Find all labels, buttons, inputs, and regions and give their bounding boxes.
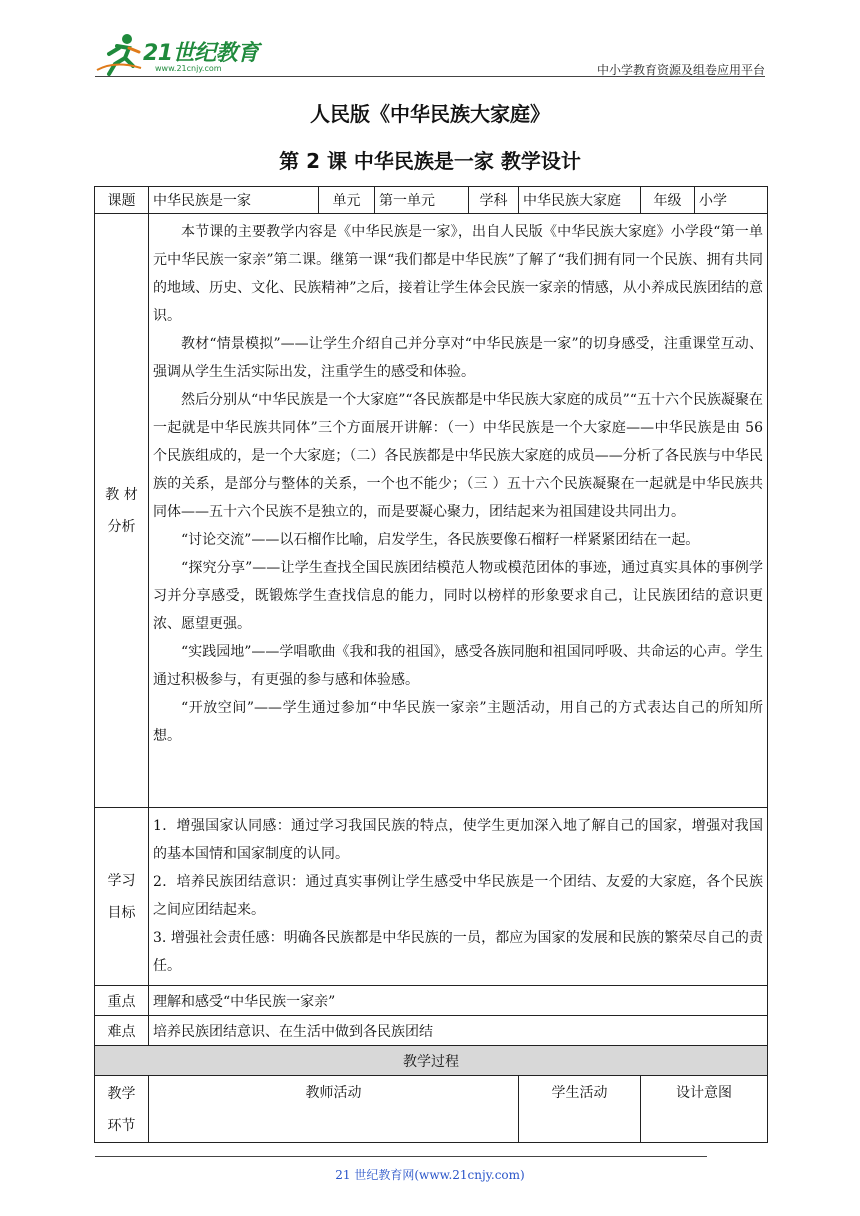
logo xyxy=(95,30,265,76)
analysis-paragraph: “开放空间”——学生通过参加“中华民族一家亲”主题活动，用自己的方式表达自己的所知所想。 xyxy=(153,700,763,744)
unit-label: 单元 xyxy=(319,187,375,214)
analysis-paragraph: 本节课的主要教学内容是《中华民族是一家》，出自人民版《中华民族大家庭》小学段“第一单元中华民族一家亲”第二课。继第一课“我们都是中华民族”了解了“我们拥有同一个民族、拥有共同的地域、历史、文化、民族精神”之后，接着让学生体会民族一家亲的情感，从小养成民族团结的意识。 xyxy=(153,224,763,324)
goal-item: 1．增强国家认同感：通过学习我国民族的特点，使学生更加深入地了解自己的国家，增强对我国的基本国情和国家制度的认同。 xyxy=(153,818,763,862)
material-analysis-label xyxy=(95,214,149,808)
learning-goals-row xyxy=(95,808,768,986)
lesson-title: 第 2 课 中华民族是一家 教学设计 xyxy=(279,149,581,173)
grade-value: 小学 xyxy=(695,187,768,214)
page-header xyxy=(95,30,765,78)
logo-text: 21世纪教育 xyxy=(143,41,259,66)
info-row xyxy=(95,187,768,214)
teacher-activity-header: 教师活动 xyxy=(149,1076,519,1143)
header-divider xyxy=(95,76,765,77)
learning-goals-label xyxy=(95,808,149,986)
learning-goals-content xyxy=(149,808,768,986)
analysis-paragraph: “讨论交流”——以石榴作比喻，启发学生，各民族要像石榴籽一样紧紧团结在一起。 xyxy=(181,532,700,548)
material-analysis-content xyxy=(149,214,768,808)
process-stage-label-1: 教学 xyxy=(107,1086,136,1102)
lesson-plan-table xyxy=(94,186,768,1143)
footer-divider xyxy=(95,1156,707,1157)
material-analysis-label-1: 教 材 xyxy=(105,486,138,503)
analysis-paragraph: “探究分享”——让学生查找全国民族团结模范人物或模范团体的事迹，通过真实具体的事例学习并分享感受，既锻炼学生查找信息的能力，同时以榜样的形象要求自己，让民族团结的意识更浓、愿望更强。 xyxy=(153,560,763,632)
goal-item: 3. 增强社会责任感：明确各民族都是中华民族的一员，都应为国家的发展和民族的繁荣尽自己的责任。 xyxy=(153,930,763,974)
learning-goals-label-1: 学习 xyxy=(107,872,136,889)
logo-url: www.21cnjy.com xyxy=(155,64,222,73)
footer-link[interactable]: 21 世纪教育网(www.21cnjy.com) xyxy=(335,1168,525,1182)
goal-item: 2．培养民族团结意识：通过真实事例让学生感受中华民族是一个团结、友爱的大家庭，各个民族之间应团结起来。 xyxy=(153,874,763,918)
analysis-paragraph: “实践园地”——学唱歌曲《我和我的祖国》，感受各族同胞和祖国同呼吸、共命运的心声。学生通过积极参与，有更强的参与感和体验感。 xyxy=(153,644,763,688)
subject-value: 中华民族大家庭 xyxy=(519,187,641,214)
design-intent-header: 设计意图 xyxy=(641,1076,768,1143)
difficulty-row xyxy=(95,1016,768,1046)
runner-logo-icon xyxy=(95,30,143,76)
student-activity-header: 学生活动 xyxy=(519,1076,641,1143)
material-analysis-row xyxy=(95,214,768,808)
difficulty-label: 难点 xyxy=(95,1016,149,1046)
grade-label: 年级 xyxy=(641,187,695,214)
process-columns-row xyxy=(95,1076,768,1143)
process-header-row xyxy=(95,1046,768,1076)
topic-value: 中华民族是一家 xyxy=(149,187,319,214)
key-point-row xyxy=(95,986,768,1016)
process-stage-header xyxy=(95,1076,149,1143)
unit-value: 第一单元 xyxy=(375,187,469,214)
document-title: 人民版《中华民族大家庭》 xyxy=(310,102,550,126)
analysis-paragraph: 教材“情景模拟”——让学生介绍自己并分享对“中华民族是一家”的切身感受，注重课堂互动、强调从学生生活实际出发，注重学生的感受和体验。 xyxy=(153,336,763,380)
process-header: 教学过程 xyxy=(95,1046,768,1076)
difficulty-value: 培养民族团结意识、在生活中做到各民族团结 xyxy=(149,1016,768,1046)
material-analysis-label-2: 分析 xyxy=(107,518,136,535)
key-point-value: 理解和感受“中华民族一家亲” xyxy=(149,986,768,1016)
platform-name: 中小学教育资源及组卷应用平台 xyxy=(596,63,765,77)
analysis-paragraph: 然后分别从“中华民族是一个大家庭”“各民族都是中华民族大家庭的成员”“五十六个民族凝聚在一起就是中华民族共同体”三个方面展开讲解：（一）中华民族是一个大家庭——中华民族是由 56 个民族组成的，是一个大家庭；（二）各民族都是中华民族大家庭的成员——分析了各民族与中华民族的关系，是部分与整体的关系，一个也不能少；（三 ）五十六个民族凝聚在一起就是中华民族共同体——五十六个民族不是独立的，而是要凝心聚力，团结起来为祖国建设共同出力。 xyxy=(153,392,763,520)
learning-goals-label-2: 目标 xyxy=(107,904,136,921)
key-point-label: 重点 xyxy=(95,986,149,1016)
subject-label: 学科 xyxy=(469,187,519,214)
topic-label: 课题 xyxy=(95,187,149,214)
process-stage-label-2: 环节 xyxy=(107,1118,136,1134)
